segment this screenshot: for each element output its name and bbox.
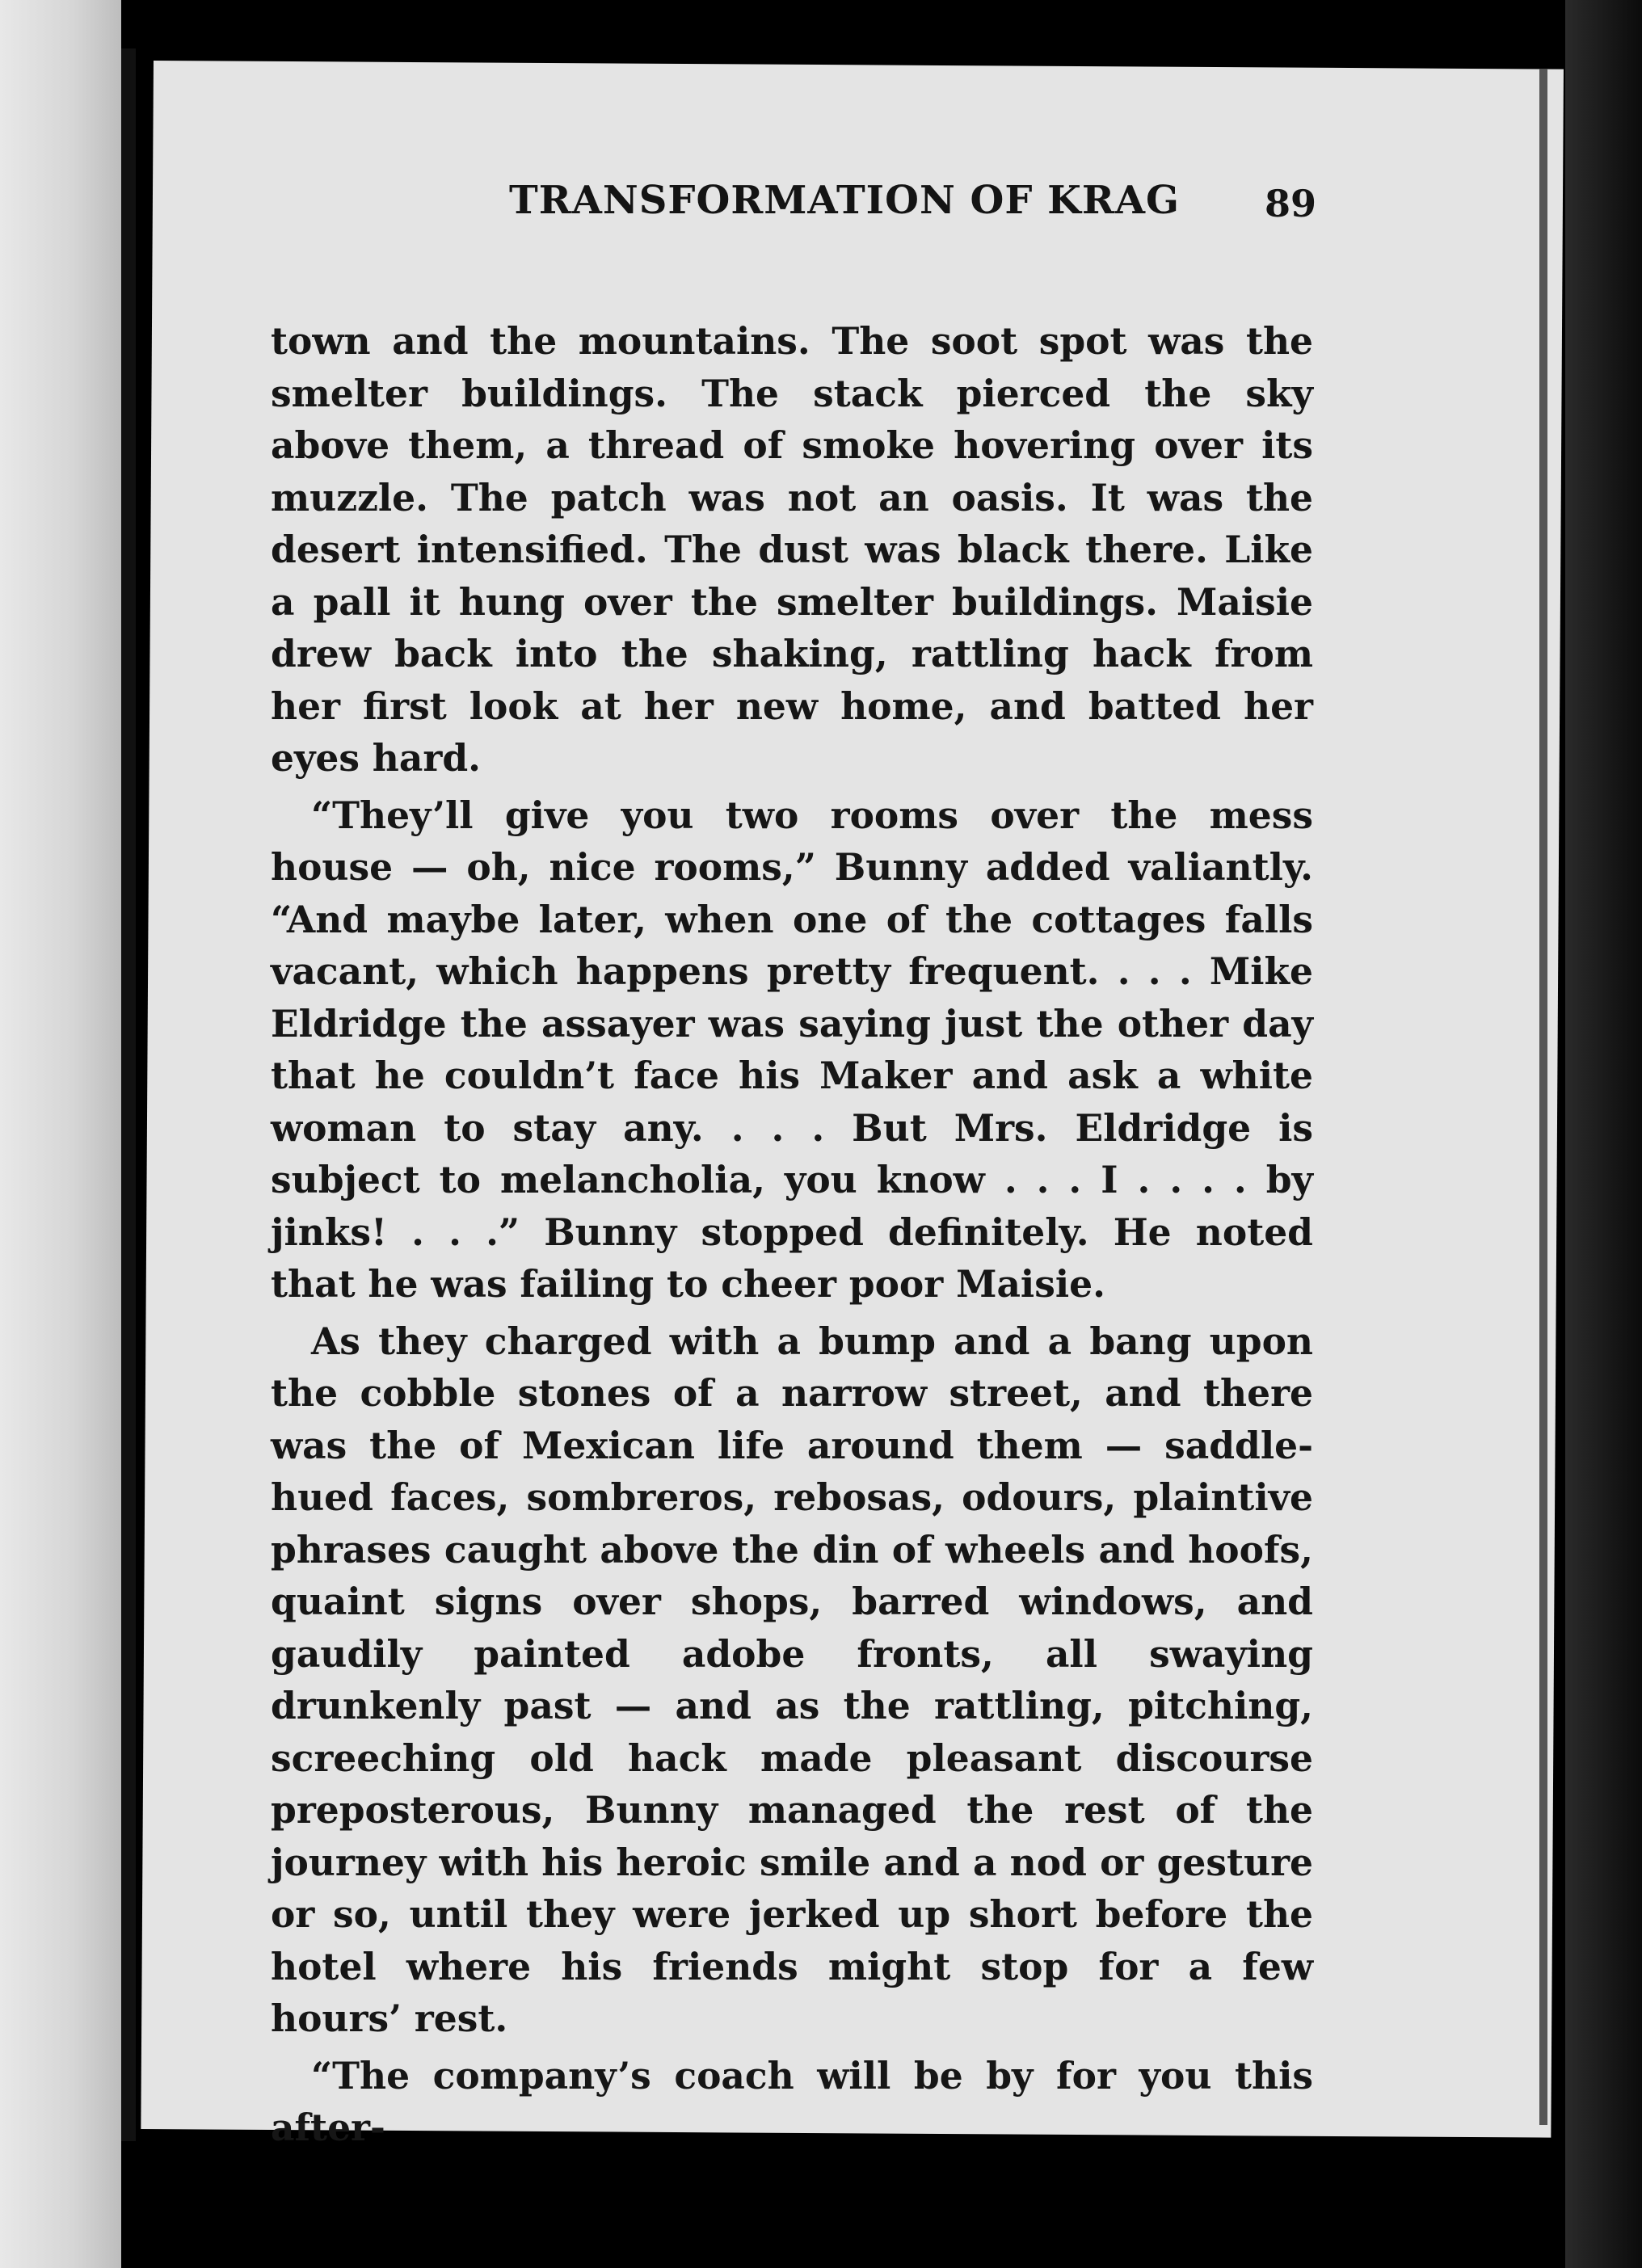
body-text [271,315,1313,2159]
page-edge-shadow [1539,69,1547,2125]
paragraph-3: As they charged with a bump and a bang upon the cobble stones of a narrow street, and there was the of Mexican life around them — saddle-hued faces, sombreros, rebosas, odours, plaintive phrases caught above the din of wheels and hoofs, quaint signs over shops, barred windows, and gaudily painted adobe fronts, all swaying drunkenly past — and as the rattling, pitching, screeching old hack made pleasant discourse preposterous, Bunny managed the rest of the journey with his heroic smile and a nod or gesture or so, until they were jerked up short before the hotel where his friends might stop for a few hours’ rest. [271,1319,1313,2040]
scan-border [1565,0,1642,2268]
page-number: 89 [1265,182,1317,225]
book-gutter [121,48,136,2141]
paragraph-4: “The company’s coach will be by for you this after- [271,2053,1313,2149]
paragraph-2: “They’ll give you two rooms over the mess house — oh, nice rooms,” Bunny added valiantly. “And maybe later, when one of the cottages falls vacant, which happens pretty frequent. . . . Mike Eldridge the assayer was saying just the other day that he couldn’t face his Maker and ask a white woman to stay any. . . . But Mrs. Eldridge is subject to melancholia, you know . . . I . . . . by jinks! . . .” Bunny stopped definitely. He noted that he was failing to cheer poor Maisie. [271,793,1313,1306]
facing-page-edge [0,0,121,2268]
paragraph-1: town and the mountains. The soot spot was the smelter buildings. The stack pierced the sky above them, a thread of smoke hovering over its muzzle. The patch was not an oasis. It was the desert intensified. The dust was black there. Like a pall it hung over the smelter buildings. Maisie drew back into the shaking, rattling hack from her first look at her new home, and batted her eyes hard. [271,319,1313,780]
running-title: TRANSFORMATION OF KRAG [509,178,1180,223]
